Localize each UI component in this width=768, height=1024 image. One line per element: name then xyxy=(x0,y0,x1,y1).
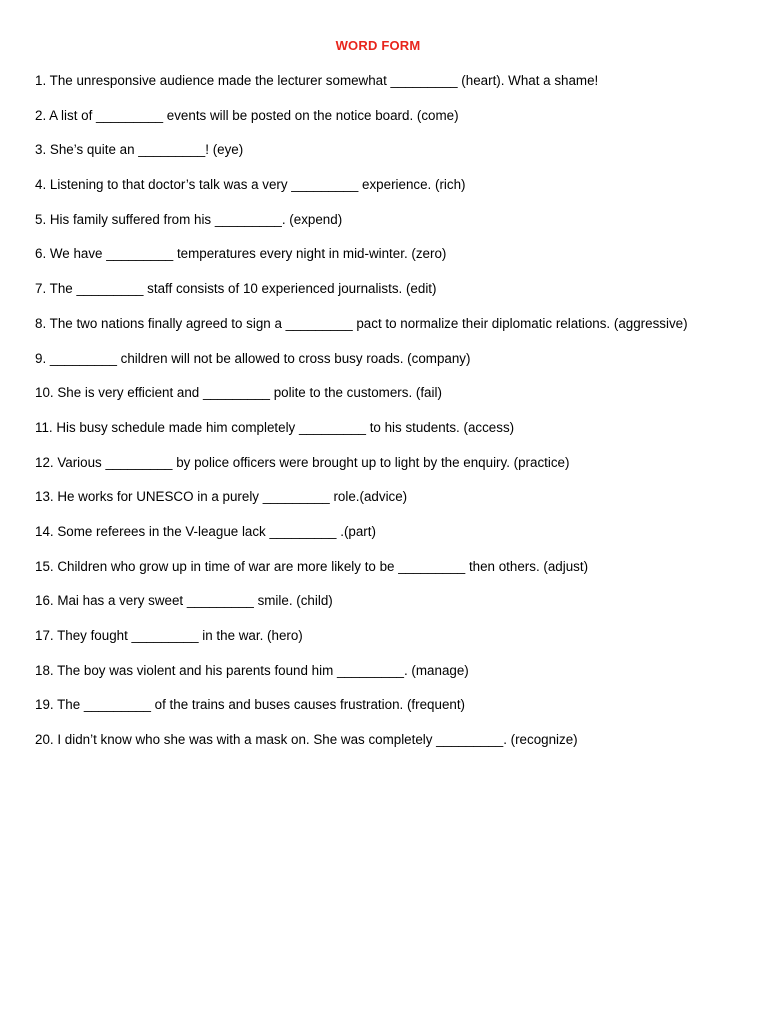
question-list xyxy=(35,72,745,766)
question-item: 3. She’s quite an _________! (eye) xyxy=(35,142,244,158)
worksheet-title: WORD FORM xyxy=(335,38,421,53)
question-item: 5. His family suffered from his _________. (expend) xyxy=(35,211,343,227)
question-item: 15. Children who grow up in time of war are more likely to be _________ then others. (adjust) xyxy=(35,558,589,574)
question-item: 19. The _________ of the trains and buses causes frustration. (frequent) xyxy=(35,697,466,713)
question-item: 4. Listening to that doctor’s talk was a very _________ experience. (rich) xyxy=(35,177,466,193)
question-item: 8. The two nations finally agreed to sign a _________ pact to normalize their diplomatic relations. (aggressive) xyxy=(35,315,688,331)
question-item: 6. We have _________ temperatures every night in mid-winter. (zero) xyxy=(35,246,447,262)
question-item: 9. _________ children will not be allowed to cross busy roads. (company) xyxy=(35,350,471,366)
question-item: 11. His busy schedule made him completely _________ to his students. (access) xyxy=(35,419,515,435)
question-item: 12. Various _________ by police officers were brought up to light by the enquiry. (practice) xyxy=(35,454,570,470)
question-item: 13. He works for UNESCO in a purely _________ role.(advice) xyxy=(35,489,408,505)
question-item: 16. Mai has a very sweet _________ smile. (child) xyxy=(35,593,333,609)
question-item: 18. The boy was violent and his parents found him _________. (manage) xyxy=(35,662,469,678)
question-item: 20. I didn’t know who she was with a mask on. She was completely _________. (recognize) xyxy=(35,732,578,748)
question-item: 10. She is very efficient and _________ polite to the customers. (fail) xyxy=(35,385,442,401)
question-item: 1. The unresponsive audience made the lecturer somewhat _________ (heart). What a shame! xyxy=(35,73,599,88)
question-item: 14. Some referees in the V-league lack _________ .(part) xyxy=(35,523,376,539)
question-item: 7. The _________ staff consists of 10 experienced journalists. (edit) xyxy=(35,281,437,297)
question-item: 17. They fought _________ in the war. (hero) xyxy=(35,628,303,643)
question-item: 2. A list of _________ events will be posted on the notice board. (come) xyxy=(35,107,459,123)
